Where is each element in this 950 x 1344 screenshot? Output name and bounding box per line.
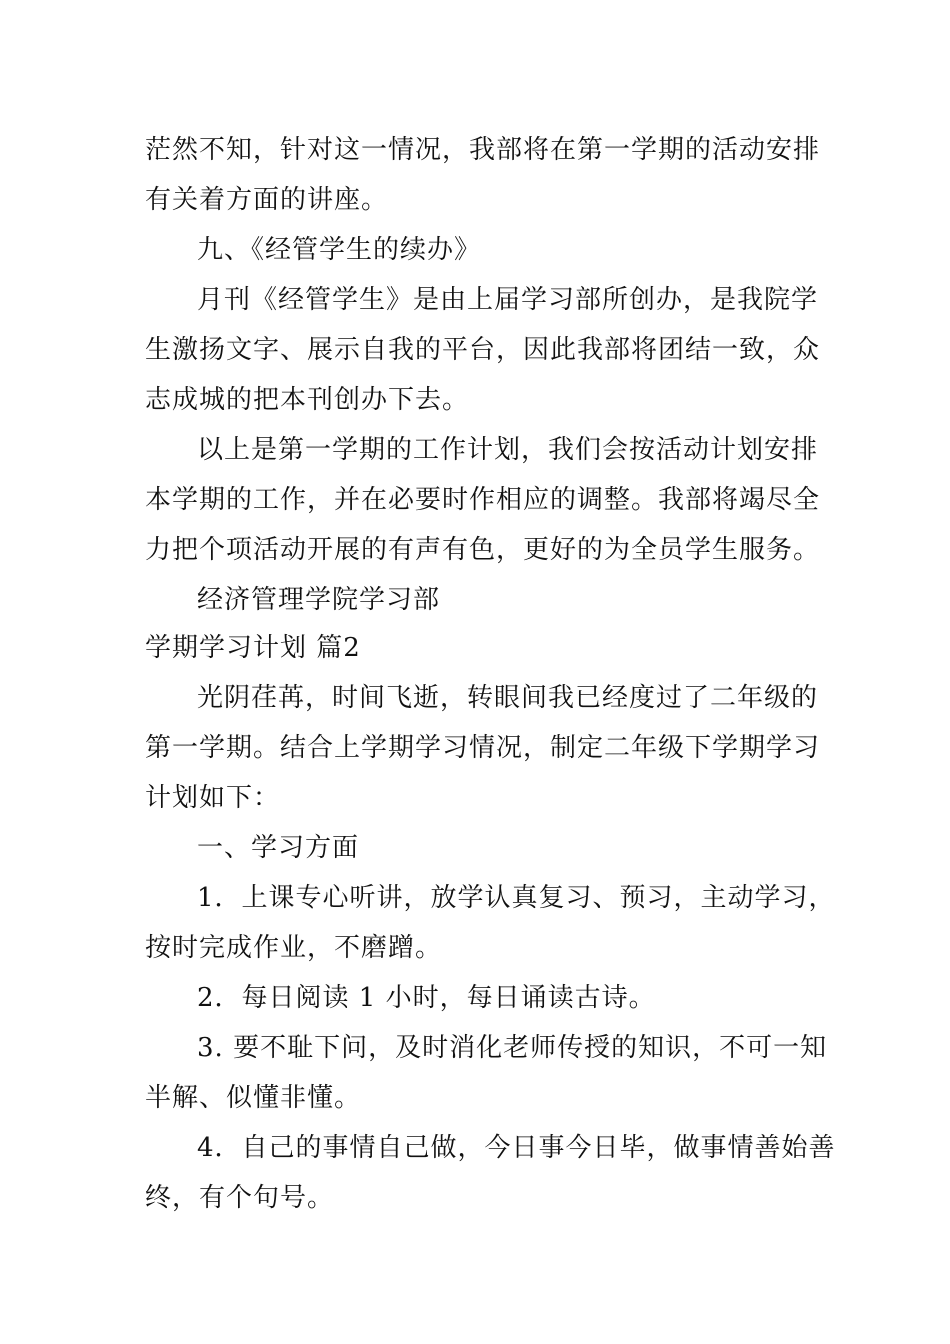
text-line: 以上是第一学期的工作计划，我们会按活动计划安排: [197, 435, 819, 465]
list-item: 1．上课专心听讲，放学认真复习、预习，主动学习，: [197, 883, 836, 913]
text-line: 茫然不知，针对这一情况，我部将在第一学期的活动安排: [145, 135, 821, 165]
signature-line: 经济管理学院学习部: [197, 585, 441, 615]
text-line: 本学期的工作，并在必要时作相应的调整。我部将竭尽全: [145, 485, 821, 515]
list-item: 4．自己的事情自己做，今日事今日毕，做事情善始善: [197, 1133, 836, 1163]
text-line: 月刊《经管学生》是由上届学习部所创办，是我院学: [197, 285, 819, 315]
list-item: 3. 要不耻下问，及时消化老师传授的知识，不可一知: [197, 1033, 828, 1063]
text-line: 志成城的把本刊创办下去。: [145, 385, 470, 415]
section-heading: 一、学习方面: [197, 833, 360, 863]
text-line: 力把个项活动开展的有声有色，更好的为全员学生服务。: [145, 535, 821, 565]
text-line: 光阴荏苒，时间飞逝，转眼间我已经度过了二年级的: [197, 683, 819, 713]
text-line: 有关着方面的讲座。: [145, 185, 389, 215]
text-line: 按时完成作业，不磨蹭。: [145, 933, 443, 963]
text-line: 生激扬文字、展示自我的平台，因此我部将团结一致，众: [145, 335, 821, 365]
text-line: 第一学期。结合上学期学习情况，制定二年级下学期学习: [145, 733, 821, 763]
article-title: 学期学习计划 篇2: [145, 633, 361, 663]
list-item: 2．每日阅读 1 小时，每日诵读古诗。: [197, 983, 656, 1013]
text-line: 计划如下：: [145, 783, 281, 813]
text-line: 半解、似懂非懂。: [145, 1083, 362, 1113]
text-line: 终，有个句号。: [145, 1183, 335, 1213]
section-heading: 九、《经管学生的续办》: [197, 235, 482, 265]
